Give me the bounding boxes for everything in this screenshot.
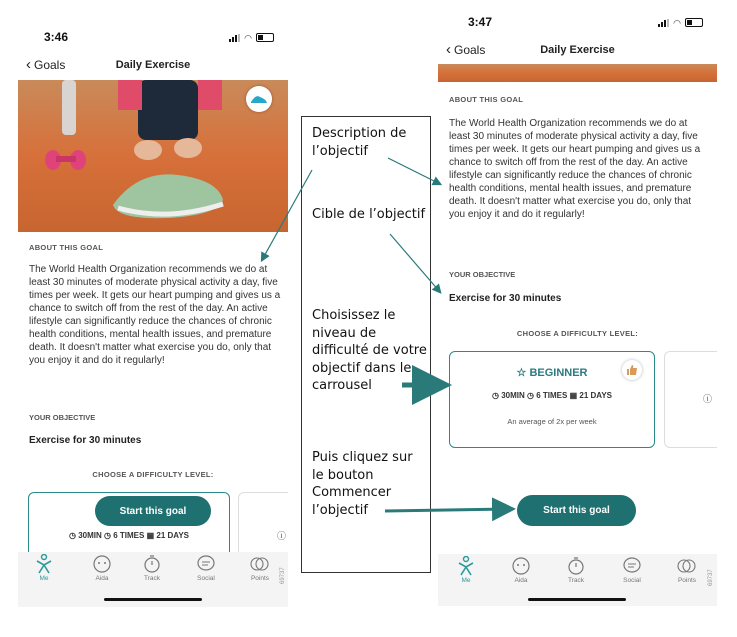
home-indicator: [528, 598, 626, 601]
chevron-left-icon: ‹: [26, 56, 31, 73]
annotation-description: Description de l’objectif: [312, 126, 407, 159]
difficulty-label: CHOOSE A DIFFICULTY LEVEL:: [516, 329, 639, 338]
hero-image: [18, 80, 288, 232]
dumbbell-bar: [56, 156, 76, 162]
stopwatch-icon: [567, 556, 585, 576]
tab-aida[interactable]: Aida: [82, 554, 122, 582]
nav-bar: [438, 41, 717, 65]
page-title: Daily Exercise: [540, 44, 615, 56]
clock-icon: ◷: [68, 531, 76, 540]
about-text: The World Health Organization recommends we do at least 30 minutes of moderate physical activity a day, five times per week. It gets our heart pumping and gives us a chance to switch off from the rest of the day. An active lifestyle can significantly reduce the chances of chronic health conditions, mental health issues, and premature death. It doesn't matter what exercise you do, only that you enjoy it and do it regularly!: [449, 118, 701, 220]
card-level: ☆ BEGINNER: [516, 367, 588, 379]
coins-icon: [677, 556, 697, 576]
nav-bar: [18, 56, 288, 80]
status-time: 3:47: [468, 15, 493, 29]
difficulty-label: CHOOSE A DIFFICULTY LEVEL:: [92, 470, 214, 479]
status-bar: [438, 6, 717, 34]
tab-aida[interactable]: Aida: [501, 556, 541, 584]
objective-label: YOUR OBJECTIVE: [449, 270, 516, 279]
hero-image-strip: [438, 64, 717, 82]
info-icon: ⓘ: [277, 531, 287, 541]
difficulty-card-beginner[interactable]: [449, 351, 655, 448]
tab-track[interactable]: Track: [556, 556, 596, 584]
wifi-icon: ◠: [673, 17, 681, 28]
stopwatch-icon: [143, 554, 161, 574]
signal-icon: [229, 34, 240, 42]
tab-social[interactable]: Social: [186, 554, 226, 582]
tab-track[interactable]: Track: [132, 554, 172, 582]
status-bar: [18, 22, 288, 50]
tab-me[interactable]: Me: [446, 556, 486, 584]
phone-screen-right: [438, 6, 717, 606]
back-label: Goals: [454, 43, 486, 57]
annotation-choose: Choisissez le niveau de difficulté de votre objectif dans le carrousel: [312, 308, 427, 393]
annotation-click: Puis cliquez sur le bouton Commencer l’objectif: [312, 450, 413, 518]
coins-icon: [250, 554, 270, 574]
leg-shape: [138, 80, 198, 140]
card-meta: ◷ 30MIN ◷ 6 TIMES ▦ 21 DAYS: [68, 531, 189, 540]
about-label: ABOUT THIS GOAL: [449, 95, 524, 104]
thumbs-up-icon: [622, 360, 642, 380]
sleeve-shape: [118, 80, 142, 110]
chat-bubble-icon: [623, 556, 641, 576]
info-icon: ⓘ: [703, 394, 713, 404]
clock-icon: ◷: [491, 391, 499, 400]
tab-social[interactable]: Social: [612, 556, 652, 584]
star-icon: ☆: [516, 367, 527, 379]
calendar-icon: ▦: [146, 531, 155, 540]
tab-points[interactable]: Points: [667, 556, 707, 584]
page-title: Daily Exercise: [115, 59, 191, 71]
chevron-left-icon: ‹: [446, 41, 451, 58]
hand-shape: [134, 140, 162, 160]
aida-face-icon: [512, 556, 530, 576]
version-label: 69737: [280, 567, 286, 584]
battery-icon: [256, 33, 274, 42]
battery-icon: [685, 18, 703, 27]
person-icon: [35, 554, 53, 574]
tab-me[interactable]: Me: [24, 554, 64, 582]
version-label: 69737: [708, 569, 714, 586]
difficulty-card-next[interactable]: [664, 351, 717, 448]
annotation-target: Cible de l’objectif: [312, 207, 426, 222]
calendar-icon: ▦: [569, 391, 578, 400]
annotation-panel: [301, 116, 431, 573]
person-icon: [457, 556, 475, 576]
start-goal-button[interactable]: Start this goal: [95, 496, 211, 526]
chat-bubble-icon: [197, 554, 215, 574]
objective-title: Exercise for 30 minutes: [449, 293, 562, 304]
sleeve-shape: [198, 80, 222, 110]
about-label: ABOUT THIS GOAL: [29, 243, 104, 252]
phone-screen-left: [18, 22, 288, 607]
back-label: Goals: [34, 58, 66, 72]
wifi-icon: ◠: [244, 32, 252, 43]
about-text: The World Health Organization recommends we do at least 30 minutes of moderate physical activity a day, five times per week. It gets our heart pumping and gives us a chance to switch off from the rest of the day. An active lifestyle can significantly reduce the chances of chronic health conditions, mental health issues, and premature death. It doesn't matter what exercise you do, only that you enjoy it and do it regularly!: [29, 264, 281, 366]
clock-icon: ◷: [104, 531, 111, 540]
clock-icon: ◷: [527, 391, 534, 400]
signal-icon: [658, 19, 669, 27]
aida-face-icon: [93, 554, 111, 574]
card-average: An average of 2x per week: [507, 417, 597, 426]
objective-label: YOUR OBJECTIVE: [29, 413, 96, 422]
status-time: 3:46: [44, 30, 69, 44]
start-goal-button[interactable]: Start this goal: [517, 495, 636, 526]
bottle-shape: [62, 80, 76, 135]
home-indicator: [104, 598, 202, 601]
card-meta: ◷ 30MIN ◷ 6 TIMES ▦ 21 DAYS: [491, 391, 612, 400]
objective-title: Exercise for 30 minutes: [29, 435, 142, 446]
hand-shape: [174, 138, 202, 158]
shoe-badge-icon: [246, 86, 272, 112]
tab-points[interactable]: Points: [240, 554, 280, 582]
